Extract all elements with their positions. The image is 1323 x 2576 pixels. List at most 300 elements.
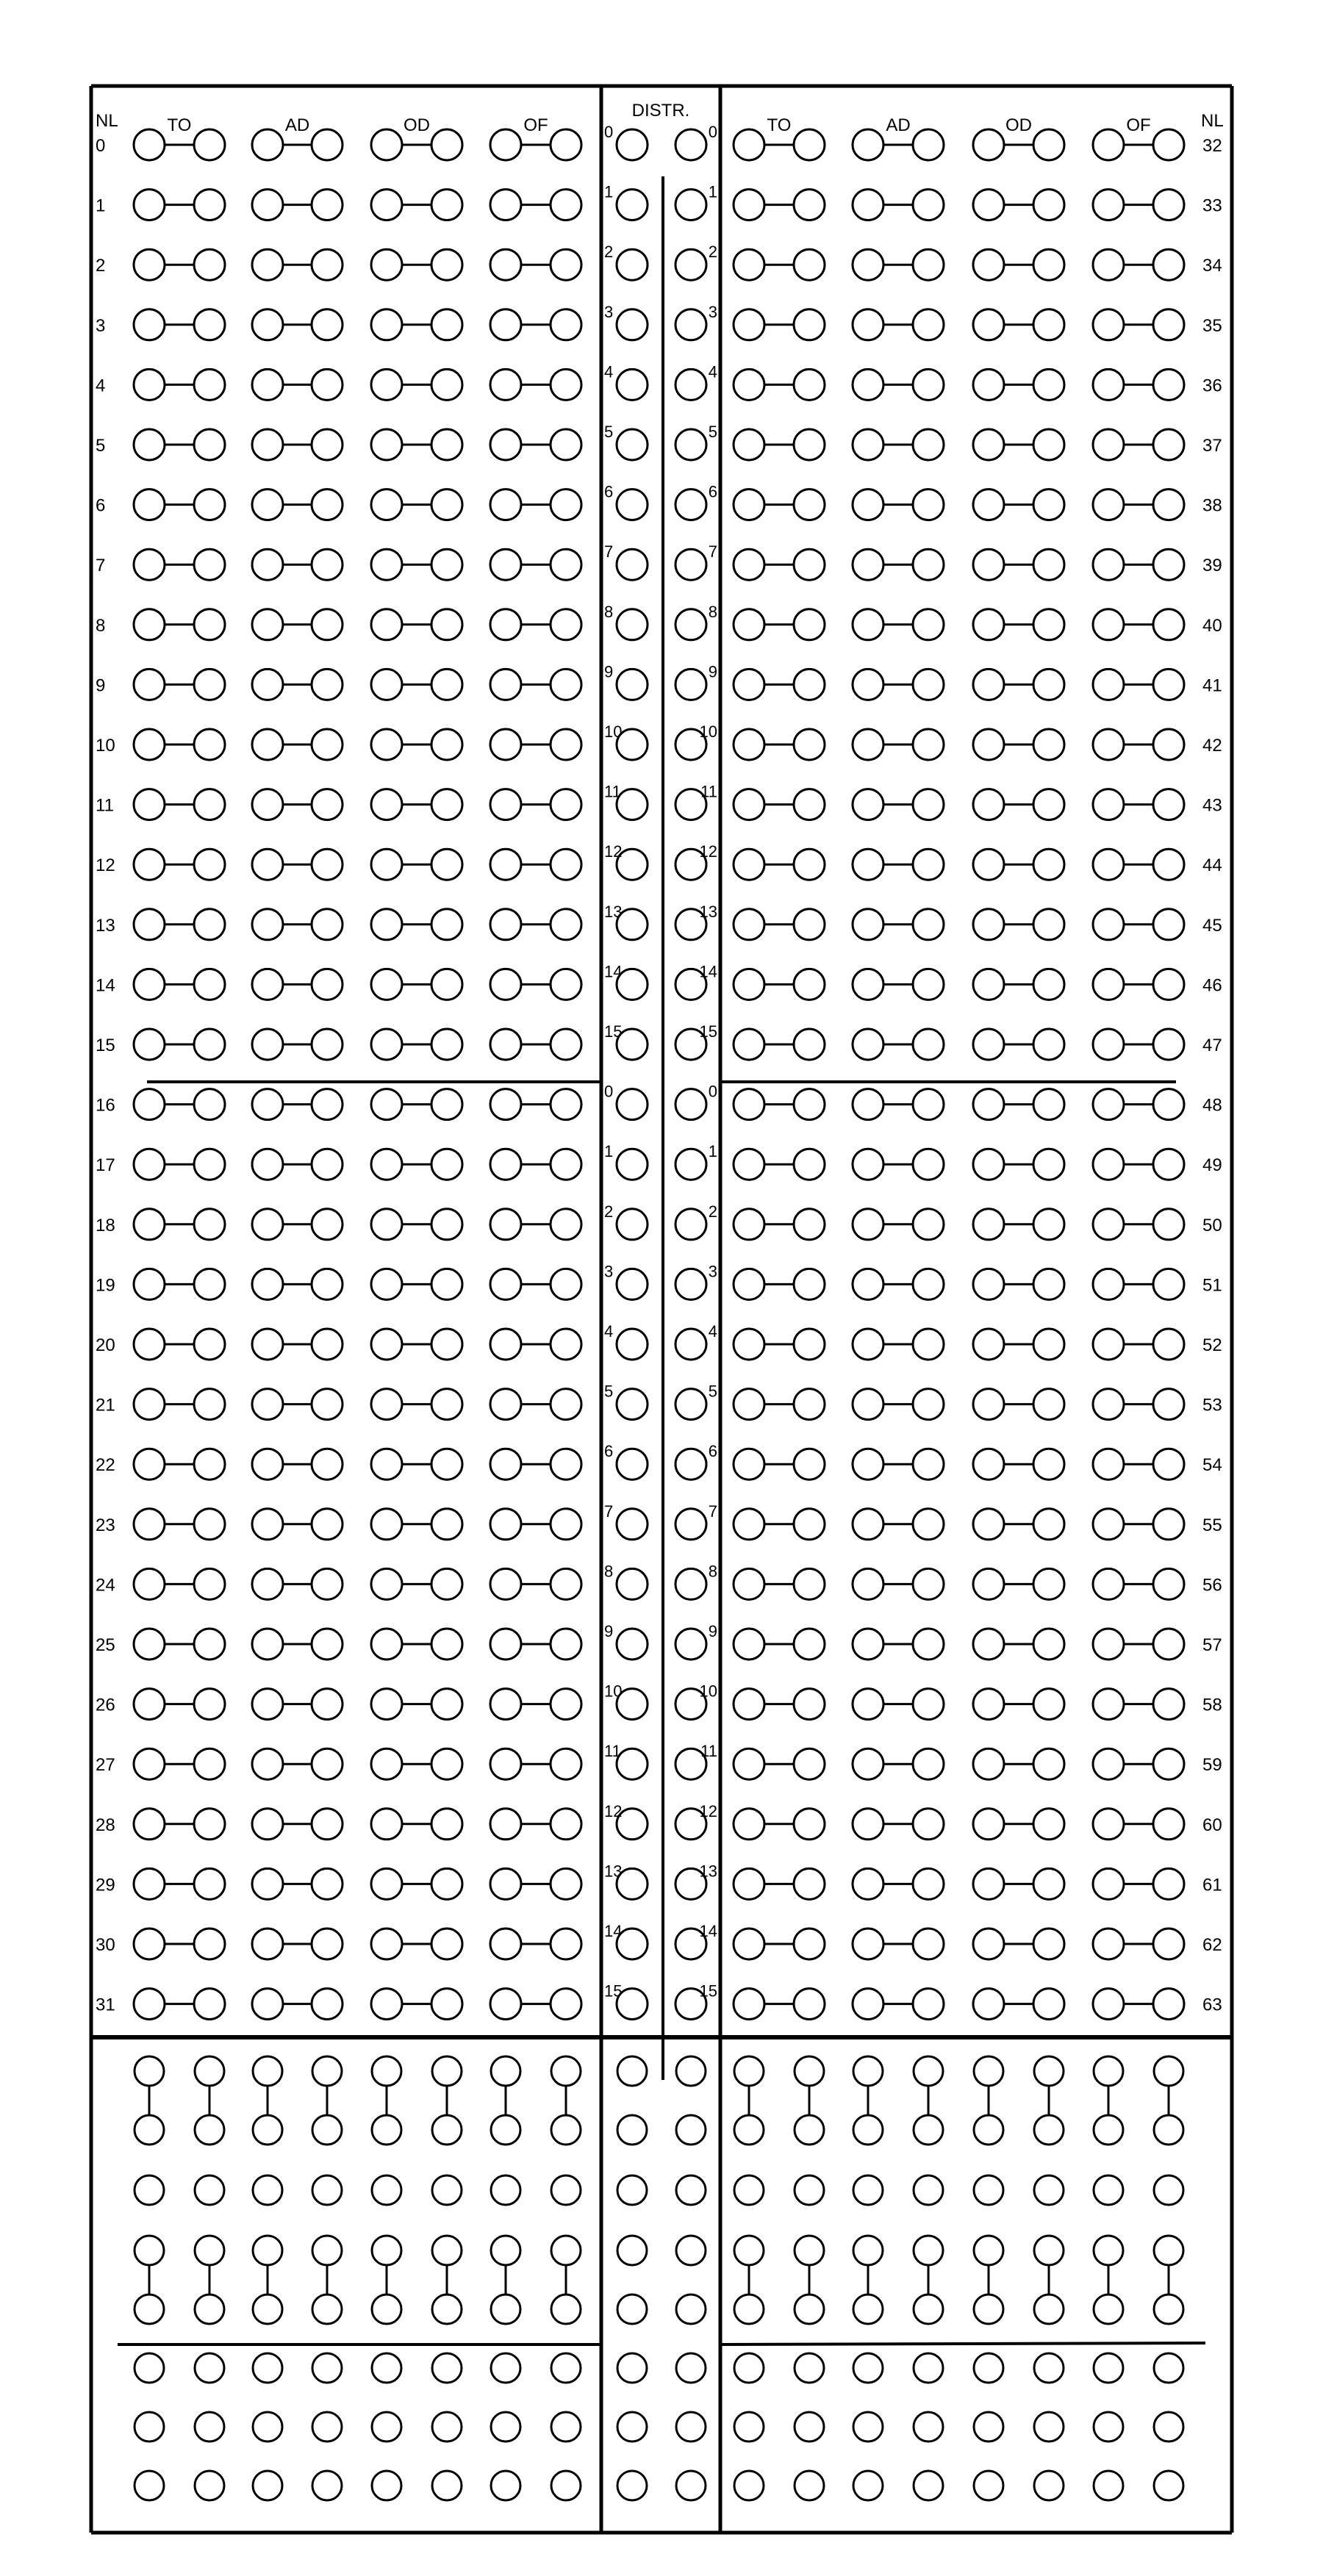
terminal	[312, 1748, 343, 1779]
terminal	[490, 1929, 521, 1959]
bottom-pin-row	[135, 2471, 1183, 2500]
pin-terminal	[491, 2353, 520, 2383]
row-number-right: 34	[1202, 256, 1222, 276]
terminal	[252, 729, 283, 760]
terminal	[734, 429, 764, 460]
terminal	[1093, 729, 1124, 760]
terminal	[794, 849, 825, 880]
terminal	[252, 1748, 283, 1779]
row-number-right: 40	[1202, 615, 1222, 636]
terminal	[734, 1929, 764, 1959]
pin-terminal	[551, 2471, 581, 2500]
terminal	[431, 1689, 462, 1720]
terminal	[1033, 129, 1064, 160]
terminal-row	[96, 783, 1222, 820]
row-number-right: 50	[1202, 1215, 1222, 1235]
terminal	[1033, 429, 1064, 460]
bottom-pin-row	[135, 2295, 1183, 2324]
terminal	[252, 1269, 283, 1299]
row-number-right: 42	[1202, 736, 1222, 756]
row-number-right: 37	[1202, 436, 1222, 456]
terminal	[734, 1568, 764, 1599]
pin-terminal	[432, 2295, 462, 2324]
terminal	[913, 1209, 944, 1240]
terminal	[913, 1329, 944, 1360]
pin-terminal	[734, 2236, 764, 2265]
row-number-left: 5	[96, 436, 106, 456]
terminal	[551, 1568, 581, 1599]
distributor-terminal	[617, 249, 648, 280]
terminal	[252, 1809, 283, 1840]
terminal	[371, 1389, 402, 1420]
terminal-row	[96, 1682, 1222, 1720]
row-number-left: 30	[96, 1935, 115, 1955]
terminal	[1153, 1029, 1184, 1060]
terminal	[431, 1149, 462, 1180]
terminal	[194, 1748, 225, 1779]
row-number-left: 1	[96, 195, 106, 216]
terminal	[551, 1449, 581, 1479]
pin-terminal	[974, 2353, 1003, 2383]
row-number-right: 62	[1202, 1935, 1222, 1955]
terminal	[1033, 669, 1064, 700]
pin-terminal	[853, 2056, 883, 2086]
terminal	[913, 849, 944, 880]
pin-terminal	[551, 2175, 581, 2205]
distributor-number-left: 6	[604, 1442, 614, 1461]
row-number-right: 45	[1202, 915, 1222, 936]
terminal	[1153, 1629, 1184, 1660]
distributor-terminal	[675, 309, 706, 340]
terminal	[371, 549, 402, 580]
terminal	[1033, 1868, 1064, 1899]
terminal	[794, 1568, 825, 1599]
terminal	[490, 1568, 521, 1599]
distributor-number-left: 10	[604, 1682, 623, 1701]
distributor-number-left: 4	[604, 362, 614, 381]
row-number-left: 21	[96, 1395, 115, 1416]
row-number-left: 23	[96, 1515, 115, 1535]
column-label-right-ad: AD	[886, 115, 911, 135]
terminal	[312, 969, 343, 1000]
terminal	[252, 1149, 283, 1180]
terminal	[312, 249, 343, 280]
terminal	[312, 789, 343, 820]
terminal	[913, 969, 944, 1000]
pin-terminal	[135, 2175, 164, 2205]
pin-terminal	[372, 2056, 401, 2086]
terminal	[312, 1089, 343, 1120]
terminal	[853, 1748, 883, 1779]
pin-terminal	[1094, 2236, 1123, 2265]
distributor-number-right: 1	[708, 182, 717, 201]
terminal	[252, 249, 283, 280]
row-number-left: 22	[96, 1455, 115, 1476]
terminal	[1033, 789, 1064, 820]
terminal	[490, 729, 521, 760]
terminal	[734, 1748, 764, 1779]
terminal	[194, 1329, 225, 1360]
row-number-right: 39	[1202, 556, 1222, 576]
terminal	[734, 609, 764, 640]
pin-terminal	[1154, 2056, 1183, 2086]
terminal	[551, 190, 581, 220]
pin-terminal	[195, 2471, 224, 2500]
terminal	[853, 309, 883, 340]
terminal	[853, 1568, 883, 1599]
terminal	[134, 969, 165, 1000]
terminal	[973, 669, 1004, 700]
distributor-number-right: 8	[708, 602, 717, 621]
terminal	[134, 1989, 165, 2020]
pin-terminal	[195, 2056, 224, 2086]
terminal	[1153, 190, 1184, 220]
bottom-pin-row	[135, 2412, 1183, 2442]
terminal	[973, 1568, 1004, 1599]
terminal	[490, 1509, 521, 1540]
distributor-number-left: 3	[604, 302, 614, 321]
pin-terminal	[617, 2056, 647, 2086]
terminal	[252, 429, 283, 460]
terminal	[973, 969, 1004, 1000]
terminal	[194, 1929, 225, 1959]
row-number-left: 7	[96, 556, 106, 576]
distributor-terminal	[617, 609, 648, 640]
row-number-left: 27	[96, 1755, 115, 1776]
terminal	[853, 849, 883, 880]
pin-terminal	[676, 2295, 706, 2324]
terminal	[194, 1089, 225, 1120]
terminal	[973, 1389, 1004, 1420]
terminal	[134, 1269, 165, 1299]
pin-terminal	[853, 2412, 883, 2442]
terminal	[490, 1029, 521, 1060]
distributor-terminal	[617, 549, 648, 580]
terminal	[431, 429, 462, 460]
terminal	[312, 1209, 343, 1240]
terminal	[134, 609, 165, 640]
distributor-number-left: 0	[604, 123, 614, 141]
pin-terminal	[1094, 2056, 1123, 2086]
terminal	[312, 129, 343, 160]
distributor-terminal	[675, 190, 706, 220]
pin-terminal	[135, 2056, 164, 2086]
pin-terminal	[617, 2353, 647, 2383]
terminal	[1033, 849, 1064, 880]
terminal	[312, 1809, 343, 1840]
terminal	[134, 190, 165, 220]
terminal-row	[96, 1142, 1222, 1180]
terminal	[312, 1269, 343, 1299]
terminal-row	[96, 1442, 1222, 1479]
pin-terminal	[195, 2412, 224, 2442]
terminal	[312, 909, 343, 940]
terminal	[194, 1269, 225, 1299]
row-number-right: 38	[1202, 495, 1222, 516]
terminal	[252, 969, 283, 1000]
terminal	[551, 1989, 581, 2020]
terminal	[431, 1089, 462, 1120]
terminal	[252, 909, 283, 940]
terminal	[194, 729, 225, 760]
terminal	[853, 729, 883, 760]
terminal-row	[96, 842, 1222, 880]
pin-terminal	[551, 2412, 581, 2442]
terminal	[371, 1449, 402, 1479]
terminal	[734, 849, 764, 880]
distributor-terminal	[617, 429, 648, 460]
terminal	[312, 369, 343, 400]
terminal	[973, 1329, 1004, 1360]
terminal	[371, 849, 402, 880]
pin-terminal	[312, 2115, 342, 2145]
pin-terminal	[253, 2295, 282, 2324]
pin-terminal	[795, 2412, 824, 2442]
distributor-number-right: 7	[708, 1502, 717, 1521]
terminal	[1153, 1269, 1184, 1299]
distributor-terminal	[617, 190, 648, 220]
terminal	[973, 190, 1004, 220]
distributor-number-left: 11	[604, 1742, 621, 1761]
pin-terminal	[253, 2175, 282, 2205]
distributor-number-right: 11	[700, 782, 717, 801]
terminal	[1093, 1989, 1124, 2020]
terminal	[194, 849, 225, 880]
terminal	[853, 1269, 883, 1299]
terminal	[194, 249, 225, 280]
row-number-left: 19	[96, 1275, 115, 1296]
pin-terminal	[617, 2295, 647, 2324]
terminal	[734, 549, 764, 580]
terminal	[371, 369, 402, 400]
terminal	[913, 309, 944, 340]
terminal	[1153, 1509, 1184, 1540]
pin-terminal	[491, 2412, 520, 2442]
terminal	[794, 1449, 825, 1479]
terminal	[794, 249, 825, 280]
terminal	[1153, 129, 1184, 160]
row-number-left: 18	[96, 1215, 115, 1235]
terminal	[913, 1568, 944, 1599]
terminal	[1093, 129, 1124, 160]
terminal	[312, 729, 343, 760]
terminal	[734, 1629, 764, 1660]
distributor-terminal	[675, 549, 706, 580]
terminal	[1033, 729, 1064, 760]
distributor-terminal	[617, 129, 648, 160]
pin-terminal	[135, 2115, 164, 2145]
terminal	[973, 1089, 1004, 1120]
terminal	[312, 489, 343, 520]
terminal	[1153, 429, 1184, 460]
terminal	[194, 1868, 225, 1899]
pin-terminal	[1154, 2412, 1183, 2442]
terminal	[794, 609, 825, 640]
terminal	[734, 1149, 764, 1180]
terminal	[794, 1868, 825, 1899]
terminal	[134, 429, 165, 460]
pin-terminal	[676, 2175, 706, 2205]
distributor-terminal	[675, 1209, 706, 1240]
pin-terminal	[195, 2353, 224, 2383]
distributor-number-left: 14	[604, 1922, 623, 1940]
terminal	[194, 309, 225, 340]
distributor-number-right: 11	[700, 1742, 717, 1761]
terminal	[1033, 1689, 1064, 1720]
terminal	[853, 190, 883, 220]
terminal	[134, 549, 165, 580]
terminal	[913, 549, 944, 580]
terminal	[431, 1809, 462, 1840]
terminal-row	[96, 423, 1222, 460]
row-number-left: 4	[96, 376, 106, 396]
pin-terminal	[914, 2115, 943, 2145]
distributor-terminal	[617, 309, 648, 340]
terminal	[252, 309, 283, 340]
terminal	[734, 1269, 764, 1299]
terminal	[853, 429, 883, 460]
pin-terminal	[1154, 2236, 1183, 2265]
terminal	[312, 609, 343, 640]
terminal	[490, 1989, 521, 2020]
terminal	[734, 1089, 764, 1120]
terminal	[312, 1989, 343, 2020]
terminal	[551, 489, 581, 520]
terminal	[431, 1748, 462, 1779]
terminal	[853, 1449, 883, 1479]
distributor-number-left: 1	[604, 1142, 614, 1161]
row-number-left: 0	[96, 136, 106, 156]
terminal	[1093, 1629, 1124, 1660]
terminal-row	[96, 1802, 1222, 1840]
terminal	[134, 1149, 165, 1180]
pin-terminal	[676, 2056, 706, 2086]
terminal	[913, 129, 944, 160]
pin-terminal	[1034, 2236, 1064, 2265]
terminal	[1093, 489, 1124, 520]
terminal	[794, 789, 825, 820]
distributor-number-right: 3	[708, 1262, 717, 1281]
distributor-number-right: 4	[708, 1322, 717, 1341]
terminal	[1033, 1089, 1064, 1120]
terminal	[1153, 1329, 1184, 1360]
terminal	[1093, 1509, 1124, 1540]
pin-terminal	[135, 2295, 164, 2324]
terminal	[551, 1929, 581, 1959]
terminal-row	[96, 1862, 1222, 1899]
terminal	[490, 1089, 521, 1120]
terminal	[1153, 1868, 1184, 1899]
terminal	[913, 1389, 944, 1420]
terminal	[1033, 489, 1064, 520]
terminal	[734, 1689, 764, 1720]
distributor-terminal	[617, 1209, 648, 1240]
terminal	[431, 1509, 462, 1540]
pin-terminal	[914, 2471, 943, 2500]
row-number-right: 33	[1202, 195, 1222, 216]
terminal	[371, 1568, 402, 1599]
pin-terminal	[491, 2236, 520, 2265]
terminal	[1093, 1269, 1124, 1299]
row-number-left: 12	[96, 855, 115, 876]
terminal	[490, 1449, 521, 1479]
bottom-pin-row	[135, 2353, 1183, 2383]
terminal	[134, 489, 165, 520]
row-number-left: 29	[96, 1875, 115, 1895]
terminal	[431, 909, 462, 940]
terminal	[134, 1748, 165, 1779]
terminal	[312, 190, 343, 220]
pin-terminal	[551, 2115, 581, 2145]
terminal	[431, 969, 462, 1000]
terminal	[1033, 1629, 1064, 1660]
pin-terminal	[1094, 2115, 1123, 2145]
pin-terminal	[974, 2115, 1003, 2145]
terminal	[371, 1989, 402, 2020]
terminal	[1153, 1809, 1184, 1840]
terminal	[490, 489, 521, 520]
terminal	[853, 1629, 883, 1660]
distributor-terminal	[617, 669, 648, 700]
terminal-row	[96, 483, 1222, 520]
terminal	[371, 1509, 402, 1540]
terminal	[371, 909, 402, 940]
pin-terminal	[853, 2236, 883, 2265]
row-number-left: 28	[96, 1815, 115, 1835]
terminal	[134, 1568, 165, 1599]
terminal	[1093, 669, 1124, 700]
terminal	[1153, 1568, 1184, 1599]
terminal	[1093, 1868, 1124, 1899]
terminal	[1093, 909, 1124, 940]
terminal	[194, 1809, 225, 1840]
distributor-number-left: 9	[604, 1622, 614, 1640]
terminal	[1033, 1989, 1064, 2020]
distributor-terminal	[675, 669, 706, 700]
terminal-row	[96, 1562, 1222, 1599]
terminal	[252, 1389, 283, 1420]
pin-terminal	[491, 2295, 520, 2324]
column-label-left-od: OD	[404, 115, 430, 135]
terminal	[551, 1389, 581, 1420]
terminal	[734, 129, 764, 160]
terminal	[973, 309, 1004, 340]
terminal	[194, 129, 225, 160]
terminal	[794, 1329, 825, 1360]
terminal	[1033, 1269, 1064, 1299]
terminal	[913, 1689, 944, 1720]
terminal	[194, 1989, 225, 2020]
distributor-number-right: 2	[708, 243, 717, 262]
terminal	[1153, 1929, 1184, 1959]
terminal	[1093, 1748, 1124, 1779]
terminal	[252, 789, 283, 820]
terminal	[913, 1629, 944, 1660]
distributor-terminal	[675, 1389, 706, 1420]
terminal	[1153, 909, 1184, 940]
terminal	[431, 1989, 462, 2020]
terminal	[913, 190, 944, 220]
terminal	[312, 1389, 343, 1420]
distributor-terminal	[675, 1149, 706, 1180]
distributor-number-left: 13	[604, 1862, 623, 1881]
terminal	[252, 369, 283, 400]
pin-terminal	[551, 2295, 581, 2324]
terminal	[431, 309, 462, 340]
terminal	[194, 429, 225, 460]
terminal	[431, 789, 462, 820]
distributor-terminal	[617, 369, 648, 400]
